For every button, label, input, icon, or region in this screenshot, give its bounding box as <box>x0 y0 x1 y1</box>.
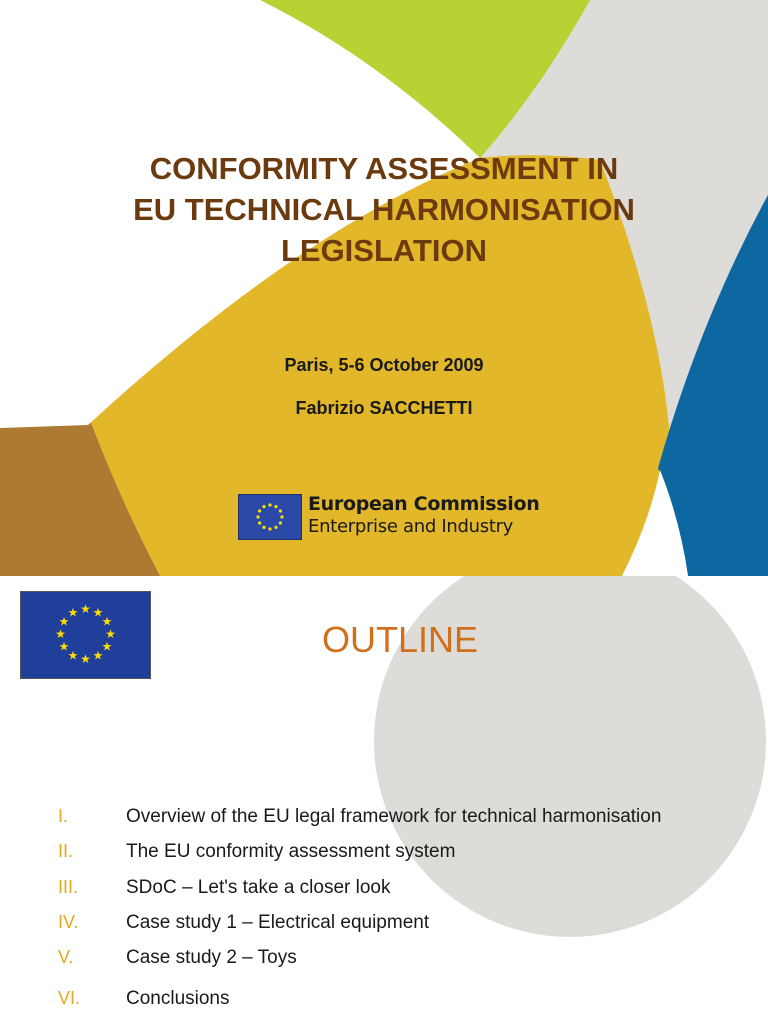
presenter-name: Fabrizio SACCHETTI <box>295 398 473 418</box>
eu-flag-icon <box>238 494 302 540</box>
outline-slide <box>0 576 768 1024</box>
organisation-name: European Commission <box>308 493 540 515</box>
item-numeral: III. <box>58 877 79 897</box>
svg-text:★: ★ <box>92 605 104 620</box>
svg-text:★: ★ <box>105 627 116 641</box>
list-item <box>0 841 768 865</box>
list-item <box>0 877 768 901</box>
department-name: Enterprise and Industry <box>308 516 514 537</box>
list-item <box>0 806 768 830</box>
title-line: LEGISLATION <box>280 233 488 268</box>
svg-text:★: ★ <box>58 639 70 654</box>
svg-text:★: ★ <box>55 627 66 641</box>
presentation-title <box>0 148 768 271</box>
svg-text:★: ★ <box>92 648 104 663</box>
item-numeral: I. <box>58 806 69 826</box>
item-text: The EU conformity assessment system <box>126 841 456 862</box>
event-date: Paris, 5-6 October 2009 <box>284 355 484 375</box>
outline-list <box>0 576 768 1024</box>
item-text: Overview of the EU legal framework for technical harmonisation <box>126 806 662 827</box>
item-text: Case study 1 – Electrical equipment <box>126 912 430 933</box>
outline-heading: OUTLINE <box>321 619 479 660</box>
svg-text:★: ★ <box>101 639 113 654</box>
svg-text:★: ★ <box>80 652 91 666</box>
item-numeral: VI. <box>58 988 81 1008</box>
list-item <box>0 912 768 936</box>
item-text: Conclusions <box>126 988 230 1009</box>
list-item <box>0 988 768 1012</box>
item-text: SDoC – Let's take a closer look <box>126 877 391 898</box>
svg-text:★: ★ <box>58 614 70 629</box>
item-numeral: V. <box>58 947 74 967</box>
title-line: EU TECHNICAL HARMONISATION <box>133 192 635 227</box>
svg-text:★: ★ <box>80 602 91 616</box>
title-line: CONFORMITY ASSESSMENT IN <box>149 151 619 186</box>
svg-text:★: ★ <box>101 614 113 629</box>
item-text: Case study 2 – Toys <box>126 947 297 968</box>
item-numeral: IV. <box>58 912 79 932</box>
item-numeral: II. <box>58 841 74 861</box>
svg-text:★: ★ <box>67 605 79 620</box>
svg-text:★: ★ <box>67 648 79 663</box>
european-commission-logo <box>238 494 538 540</box>
list-item <box>0 947 768 971</box>
